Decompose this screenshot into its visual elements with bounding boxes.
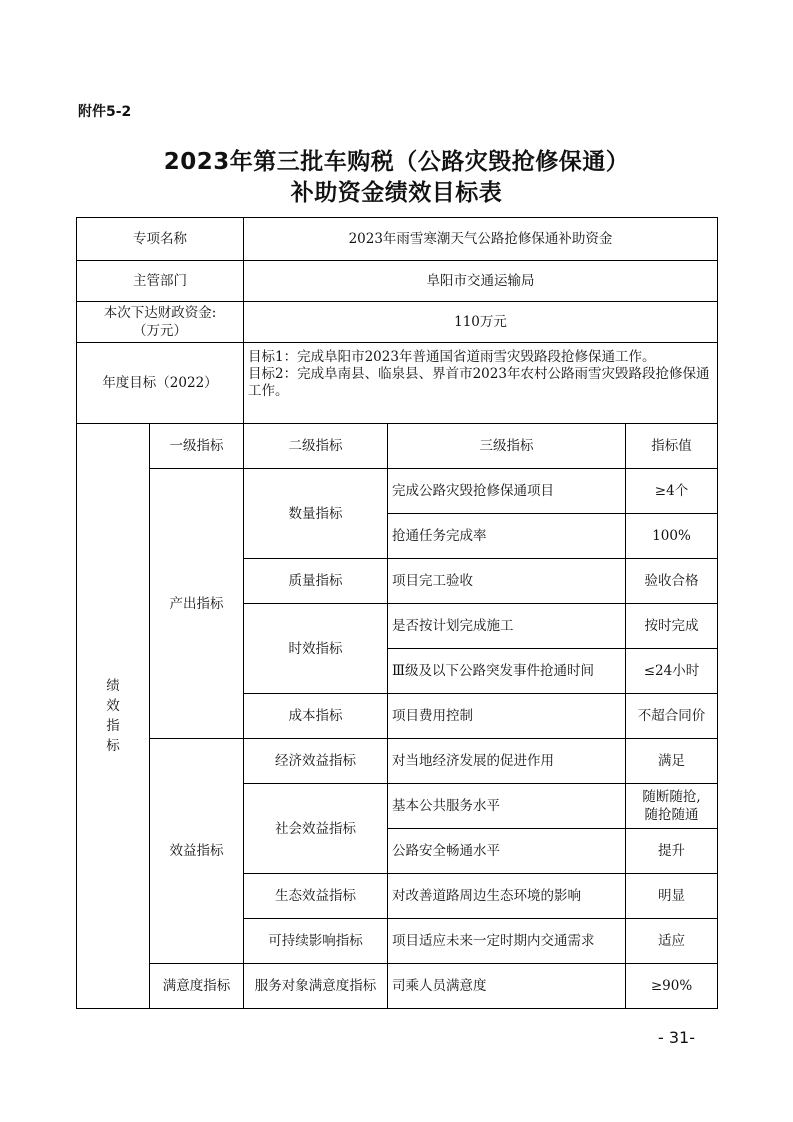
l2-cost: 成本指标 (244, 694, 388, 739)
value-header: 指标值 (626, 424, 718, 469)
value-cell: 100% (626, 514, 718, 559)
annual-goal-label: 年度目标（2022） (77, 343, 244, 424)
l2-quantity: 数量指标 (244, 469, 388, 559)
l2-timeliness: 时效指标 (244, 604, 388, 694)
l2-service: 服务对象满意度指标 (244, 964, 388, 1009)
value-cell: 提升 (626, 829, 718, 874)
perf-indicator-header (77, 424, 150, 1009)
value-line: 随抢随通 (644, 807, 699, 823)
l3-cell: 完成公路灾毁抢修保通项目 (388, 469, 626, 514)
project-name-value: 2023年雨雪寒潮天气公路抢修保通补助资金 (244, 218, 718, 261)
dept-label: 主管部门 (77, 261, 244, 302)
l3-cell: 对当地经济发展的促进作用 (388, 739, 626, 784)
annual-goal-value (244, 343, 718, 424)
value-cell: 不超合同价 (626, 694, 718, 739)
table-row (77, 424, 718, 469)
l3-cell: 是否按计划完成施工 (388, 604, 626, 649)
value-line: 随断随抢, (642, 789, 701, 805)
table-row (77, 343, 718, 424)
l3-cell: 对改善道路周边生态环境的影响 (388, 874, 626, 919)
perf-char: 指 (106, 718, 120, 734)
l3-cell: 抢通任务完成率 (388, 514, 626, 559)
l2-ecological: 生态效益指标 (244, 874, 388, 919)
project-name-label: 专项名称 (77, 218, 244, 261)
l2-sustainable: 可持续影响指标 (244, 919, 388, 964)
level1-header: 一级指标 (150, 424, 244, 469)
l3-cell: 公路安全畅通水平 (388, 829, 626, 874)
l2-quality: 质量指标 (244, 559, 388, 604)
value-cell: ≤24小时 (626, 649, 718, 694)
table-row (77, 964, 718, 1009)
fund-label-line2: （万元） (133, 323, 187, 339)
l3-cell: 项目费用控制 (388, 694, 626, 739)
table-row (77, 469, 718, 514)
table-row (77, 261, 718, 302)
perf-char: 标 (106, 738, 120, 754)
goal-line-2: 目标2：完成阜南县、临泉县、界首市2023年农村公路雨雪灾毁路段抢修保通工作。 (248, 366, 710, 399)
fund-label (77, 302, 244, 343)
goal-line-1: 目标1：完成阜阳市2023年普通国省道雨雪灾毁路段抢修保通工作。 (248, 349, 656, 365)
l3-cell: 项目适应未来一定时期内交通需求 (388, 919, 626, 964)
table-row (77, 302, 718, 343)
value-cell: 满足 (626, 739, 718, 784)
page-number: - 31- (658, 1028, 695, 1047)
value-cell: 明显 (626, 874, 718, 919)
value-cell (626, 784, 718, 829)
perf-char: 效 (106, 698, 120, 714)
level3-header: 三级指标 (388, 424, 626, 469)
l1-benefit: 效益指标 (150, 739, 244, 964)
fund-value: 110万元 (244, 302, 718, 343)
perf-char: 绩 (106, 678, 120, 694)
value-cell: 按时完成 (626, 604, 718, 649)
value-cell: ≥4个 (626, 469, 718, 514)
l2-economic: 经济效益指标 (244, 739, 388, 784)
value-cell: 验收合格 (626, 559, 718, 604)
l3-cell: 基本公共服务水平 (388, 784, 626, 829)
doc-title-line1: 2023年第三批车购税（公路灾毁抢修保通） (163, 149, 630, 175)
l3-cell: 项目完工验收 (388, 559, 626, 604)
l3-cell: Ⅲ级及以下公路突发事件抢通时间 (388, 649, 626, 694)
l1-output: 产出指标 (150, 469, 244, 739)
performance-goal-table (76, 217, 718, 1009)
value-cell: 适应 (626, 919, 718, 964)
table-row (77, 739, 718, 784)
doc-title-line2: 补助资金绩效目标表 (290, 180, 503, 206)
l3-cell: 司乘人员满意度 (388, 964, 626, 1009)
dept-value: 阜阳市交通运输局 (244, 261, 718, 302)
level2-header: 二级指标 (244, 424, 388, 469)
l2-social: 社会效益指标 (244, 784, 388, 874)
value-cell: ≥90% (626, 964, 718, 1009)
table-row (77, 218, 718, 261)
fund-label-line1: 本次下达财政资金: (103, 305, 217, 321)
attachment-label: 附件5-2 (78, 104, 132, 120)
l1-satisfaction: 满意度指标 (150, 964, 244, 1009)
